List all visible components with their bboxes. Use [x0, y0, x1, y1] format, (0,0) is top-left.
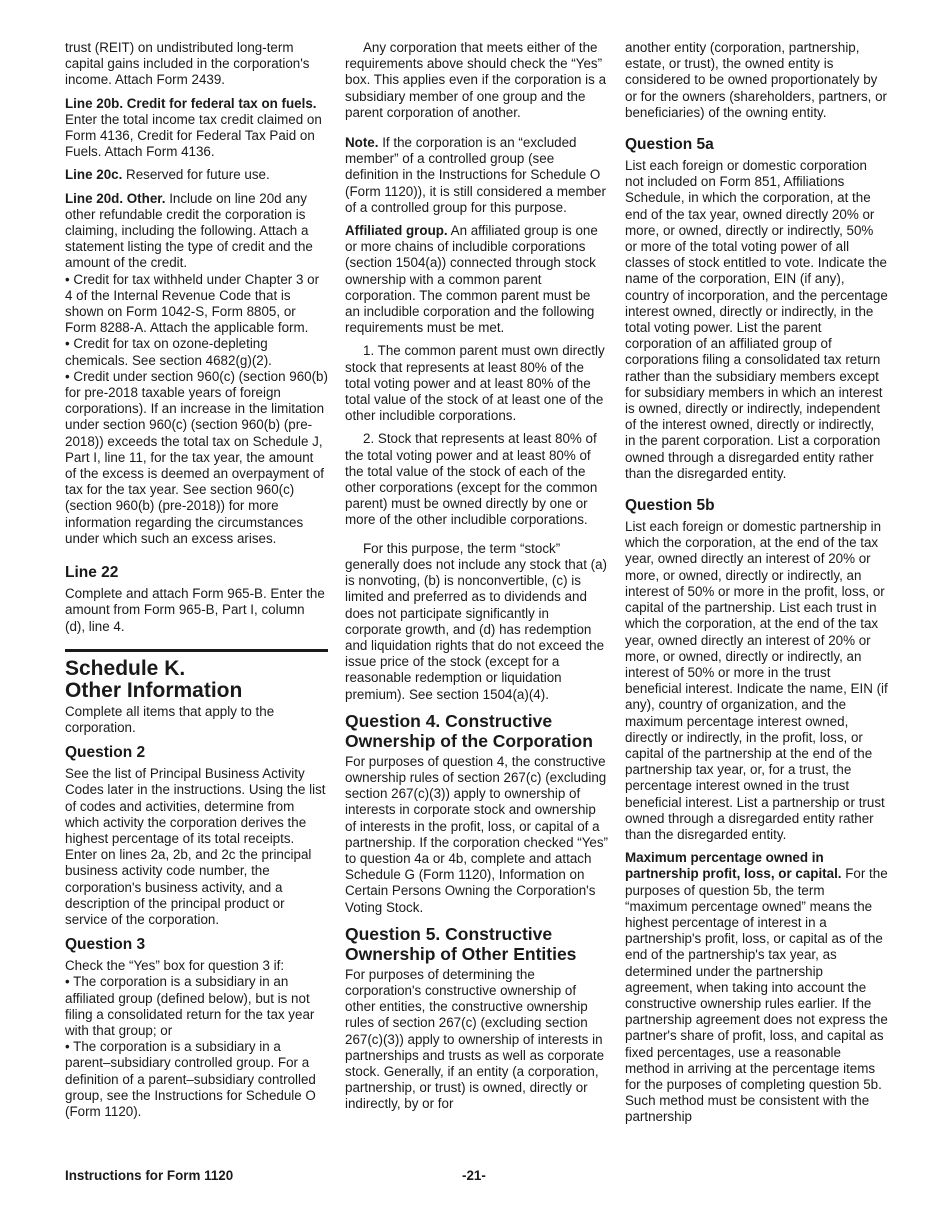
paragraph-any-corporation: Any corporation that meets either of the requirements above should check the “Yes” box. This applies even if the corporation is a subsidiary member of one group and the parent corporation of another. — [345, 40, 607, 120]
bullet-item: • The corporation is a subsidiary in a parent–subsidiary controlled group. For a definition of a parent–subsidiary controlled group, see the Instructions for Schedule O (Form 1120). — [65, 1039, 316, 1119]
column-2 — [345, 40, 608, 1120]
paragraph-line-20c — [65, 167, 328, 183]
question-5a-heading: Question 5a — [625, 136, 714, 154]
question-5-text: For purposes of determining the corporation's constructive ownership of other entities, the constructive ownership rules of section 267(c) (excluding section 267(c)(3)) apply to ownership of interests in partnerships and trusts as well as corporate stock. Generally, if an entity (a corporation, partnership, or trust) is owned, directly or indirectly, by or for — [345, 966, 605, 1112]
bullet-item: • Credit for tax withheld under Chapter 3 or 4 of the Internal Revenue Code that is shown on Form 1042-S, Form 8805, or Form 8288-A. Attach the applicable form. — [65, 271, 320, 336]
question-4-text: For purposes of question 4, the constructive ownership rules of section 267(c) (excluding section 267(c)(3)) apply to ownership of interests in corporate stock and ownership of interests in the profit, loss, or capital of a partnership. If the corporation checked “Yes” to question 4a or 4b, complete and attach Schedule G (Form 1120), Information on Certain Persons Owning the Corporation's Voting Stock. — [345, 753, 608, 915]
bullet-item: • Credit under section 960(c) (section 960(b) for pre-2018 taxable years of foreign corporations). If an increase in the limitation under section 960(c) (section 960(b) (pre-2018)) exceeds the total tax on Schedule J, Part I, line 11, for the tax year, the amount of the excess is deemed an overpayment of tax for the tax year. See section 960(c) (section 960(b) (pre-2018)) for more information regarding the circumstances under which such an excess arises. — [65, 368, 328, 546]
requirement-2: 2. Stock that represents at least 80% of the total voting power and at least 80% of the total value of the stock of each of the other corporations (except for the common parent) must be owned directly by one or more of the other includible corporations. — [345, 431, 598, 528]
footer-form-title: Instructions for Form 1120 — [65, 1168, 234, 1183]
column-1 — [65, 40, 328, 1120]
maximum-percentage-heading: Maximum percentage owned in partnership profit, loss, or capital. — [625, 850, 842, 882]
line-20b-text: Enter the total income tax credit claimed on Form 4136, Credit for Federal Tax Paid on Fuels. Attach Form 4136. — [65, 111, 322, 160]
paragraph-line-20b — [65, 96, 328, 161]
paragraph-another-entity: another entity (corporation, partnership, estate, or trust), the owned entity is considered to be owned proportionately by or for the owners (shareholders, partners, or beneficiaries) of the owning entity. — [625, 40, 887, 120]
line-20c-text: Reserved for future use. — [122, 167, 270, 183]
line-20d-heading: Line 20d. Other. — [65, 190, 166, 206]
affiliated-group-paragraph — [345, 223, 608, 336]
section-divider — [65, 649, 328, 652]
line-20b-heading: Line 20b. Credit for federal tax on fuels. — [65, 95, 317, 111]
note-paragraph — [345, 135, 608, 216]
question-3-text: Check the “Yes” box for question 3 if: — [65, 958, 285, 974]
page-number: -21- — [462, 1168, 486, 1183]
affiliated-group-heading: Affiliated group. — [345, 223, 448, 239]
note-text: If the corporation is an “excluded member” of a controlled group (see definition in the Instructions for Schedule O (Form 1120)), it is still considered a member of a controlled group for this purpose. — [345, 135, 606, 215]
maximum-percentage-text: For the purposes of question 5b, the term “maximum percentage owned” means the highest percentage of interest in a partnership's profit, loss, or capital as of the end of the partnership's tax year, as determined under the partnership agreement, when taking into account the constructive ownership rules earlier. If the partnership agreement does not express the partner's share of profit, loss, and capital as fixed percentages, use a reasonable method in arriving at the percentage items for the purposes of completing question 5b. Such method must be consistent with the partnership — [625, 866, 888, 1125]
stock-definition: For this purpose, the term “stock” generally does not include any stock that (a) is nonvoting, (b) is nonconvertible, (c) is limited and preferred as to dividends and does not participate significantly in corporate growth, and (d) has redemption and liquidation rights that do not exceed the issue price of the stock (except for a reasonable redemption or liquidation premium). See section 1504(a)(4). — [345, 540, 608, 702]
question-5b-text: List each foreign or domestic partnership in which the corporation, at the end of the tax year, owned directly an interest of 20% or more, or owned, directly or indirectly, an interest of 50% or more in the profit, loss, or capital of the partnership. List each trust in which the corporation, at the end of the tax year, owned directly an interest of 20% or more, or owned, directly or indirectly, an interest of 50% or more in the trust beneficial interest. Indicate the name, EIN (if any), country of organization, and the maximum percentage interest owned, directly or indirectly, in the profit, loss, or capital of the partnership at the end of the partnership tax year, or, for a trust, the percentage interest owned in the trust beneficial interest. List a partnership or trust owned through a disregarded entity rather than the disregarded entity. — [625, 519, 888, 842]
line-20d-text: Include on line 20d any other refundable credit the corporation is claiming, including the following. Attach a statement listing the type of credit and the amount of the credit. — [65, 190, 313, 271]
paragraph-line-20d — [65, 191, 328, 272]
question-2-text: See the list of Principal Business Activity Codes later in the instructions. Using the list of codes and activities, determine from which activity the corporation derives the highest percentage of its total receipts. Enter on lines 2a, 2b, and 2c the principal business activity code number, the corporation's business activity, and a description of the principal product or service of the corporation. — [65, 766, 326, 927]
note-heading: Note. — [345, 135, 379, 151]
schedule-k-intro: Complete all items that apply to the corporation. — [65, 703, 275, 735]
affiliated-group-text: An affiliated group is one or more chains of includible corporations (section 1504(a)) connected through stock ownership with a common parent corporation. The common parent must be an includible corporation and the following requirements must be met. — [345, 223, 598, 336]
question-2-heading: Question 2 — [65, 744, 146, 762]
question-5-heading: Question 5. Constructive Ownership of Other Entities — [345, 923, 577, 964]
line-22-text: Complete and attach Form 965-B. Enter the amount from Form 965-B, Part I, column (d), line 4. — [65, 586, 325, 634]
schedule-k-title: Schedule K. Other Information — [65, 656, 243, 702]
maximum-percentage-paragraph — [625, 850, 888, 1125]
question-4-heading: Question 4. Constructive Ownership of the Corporation — [345, 710, 593, 751]
question-5b-heading: Question 5b — [625, 497, 715, 515]
column-3 — [625, 40, 888, 1133]
question-5a-text: List each foreign or domestic corporation not included on Form 851, Affiliations Schedule, in which the corporation, at the end of the tax year, owned directly 20% or more, or owned, directly or indirectly, 50% or more of the total voting power of all classes of stock entitled to vote. Indicate the name of the corporation, EIN (if any), country of incorporation, and the percentage interest owned, directly or indirectly, in the total voting power. List the parent corporation of an affiliated group of corporations filing a consolidated tax return rather than the subsidiary members except for subsidiary members in which an interest is owned, directly or indirectly, independent of the interest owned, directly or indirectly, in the parent corporation. List a corporation owned through a disregarded entity rather than the disregarded entity. — [625, 158, 888, 481]
bullet-item: • Credit for tax on ozone-depleting chemicals. See section 4682(g)(2). — [65, 336, 272, 368]
line-20c-heading: Line 20c. — [65, 167, 123, 183]
question-3-heading: Question 3 — [65, 936, 146, 954]
bullet-item: • The corporation is a subsidiary in an affiliated group (defined below), but is not filing a consolidated return for the tax year with that group; or — [65, 974, 315, 1038]
paragraph-reit: trust (REIT) on undistributed long-term capital gains included in the corporation's income. Attach Form 2439. — [65, 40, 310, 88]
line-22-heading: Line 22 — [65, 564, 119, 582]
requirement-1: 1. The common parent must own directly stock that represents at least 80% of the total voting power and at least 80% of the total value of the stock of at least one of the other includible corporations. — [345, 343, 605, 424]
